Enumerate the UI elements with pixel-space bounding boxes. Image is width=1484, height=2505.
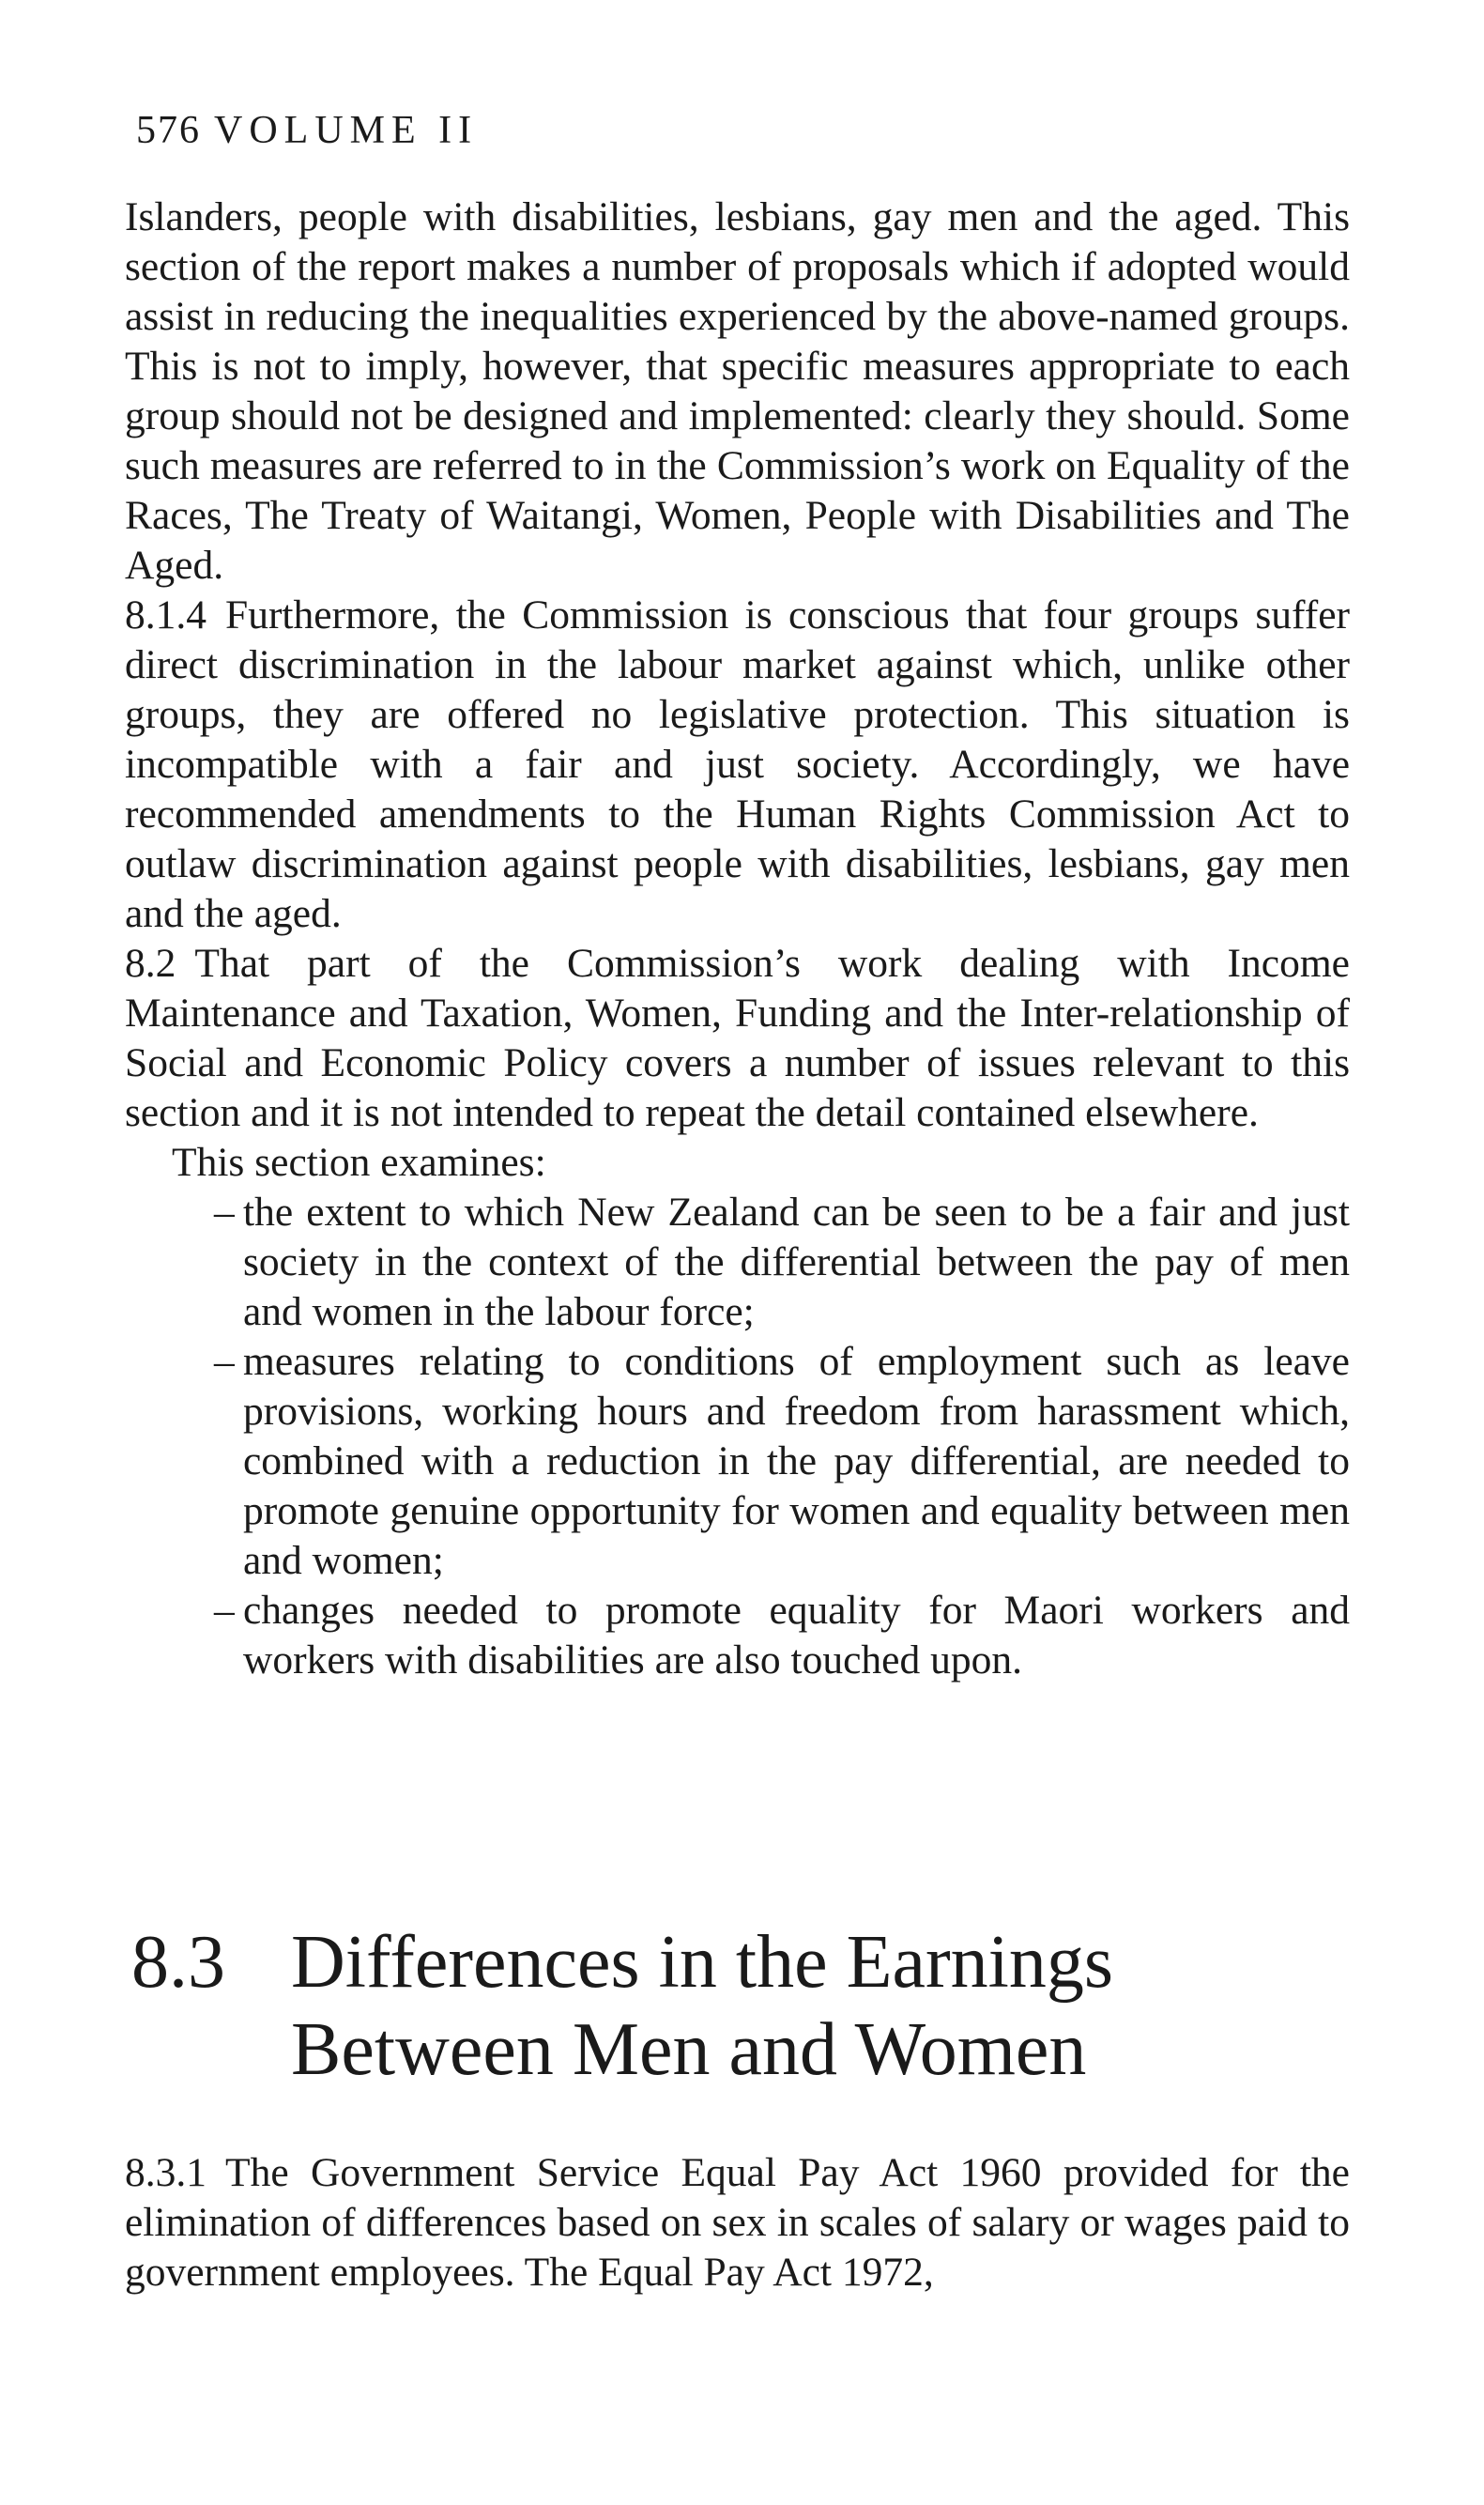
paragraph-continued: Islanders, people with disabilities, lesbians, gay men and the aged. This section of the report makes a number of proposals which if adopted would assist in reducing the inequalities experienced by the above-named groups. This is not to imply, however, that specific measures appropriate to each group should not be designed and implemented: clearly they should. Some such measures are referred to in the Commission’s work on Equality of the Races, The Treaty of Waitangi, Women, People with Disabilities and The Aged.: [125, 194, 1350, 588]
examines-list: [125, 1188, 1350, 1685]
paragraph-number: 8.3.1: [125, 2150, 207, 2195]
list-marker: –: [214, 1588, 235, 1633]
section-heading-title: Differences in the Earnings Between Men and Women: [291, 1921, 1113, 2091]
list-marker: –: [214, 1339, 235, 1384]
list-item: [125, 1188, 1350, 1337]
paragraph-8-3-1: [125, 2148, 1350, 2298]
section-heading-number: 8.3: [131, 1921, 225, 2004]
body-text-lower: [125, 2148, 1350, 2298]
list-item-text: changes needed to promote equality for Maori workers and workers with disabilities are also touched upon.: [243, 1588, 1350, 1683]
paragraph-text: Furthermore, the Commission is conscious that four groups suffer direct discrimination in the labour market against which, unlike other groups, they are offered no legislative protection. This situation is incompatible with a fair and just society. Accordingly, we have recommended amendments to the Human Rights Commission Act to outlaw discrimination against people with disabilities, lesbians, gay men and the aged.: [125, 592, 1350, 936]
list-item-text: measures relating to conditions of employment such as leave provisions, working hours and freedom from harassment which, combined with a reduction in the pay differential, are needed to promote genuine opportunity for women and equality between men and women;: [243, 1339, 1350, 1583]
paragraph-8-1-4: [125, 591, 1350, 939]
list-item-text: the extent to which New Zealand can be seen to be a fair and just society in the context of the differential between the pay of men and women in the labour force;: [243, 1190, 1350, 1334]
paragraph-text: The Government Service Equal Pay Act 1960 provided for the elimination of differences based on sex in scales of salary or wages paid to government employees. The Equal Pay Act 1972,: [125, 2150, 1350, 2295]
body-text-upper: [125, 192, 1350, 1685]
paragraph-8-2: [125, 939, 1350, 1138]
page-number: 576: [136, 109, 201, 152]
list-item: [125, 1586, 1350, 1685]
running-head: [136, 111, 478, 150]
section-intro: This section examines:: [172, 1140, 546, 1185]
list-item: [125, 1337, 1350, 1586]
list-marker: –: [214, 1190, 235, 1235]
paragraph-text: That part of the Commission’s work dealing with Income Maintenance and Taxation, Women, Funding and the Inter-relationship of Social and Economic Policy covers a number of issues relevant to this section and it is not intended to repeat the detail contained elsewhere.: [125, 941, 1350, 1135]
running-head-label: VOLUME II: [214, 109, 479, 152]
paragraph-number: 8.1.4: [125, 592, 207, 638]
paragraph-number: 8.2: [125, 941, 176, 986]
